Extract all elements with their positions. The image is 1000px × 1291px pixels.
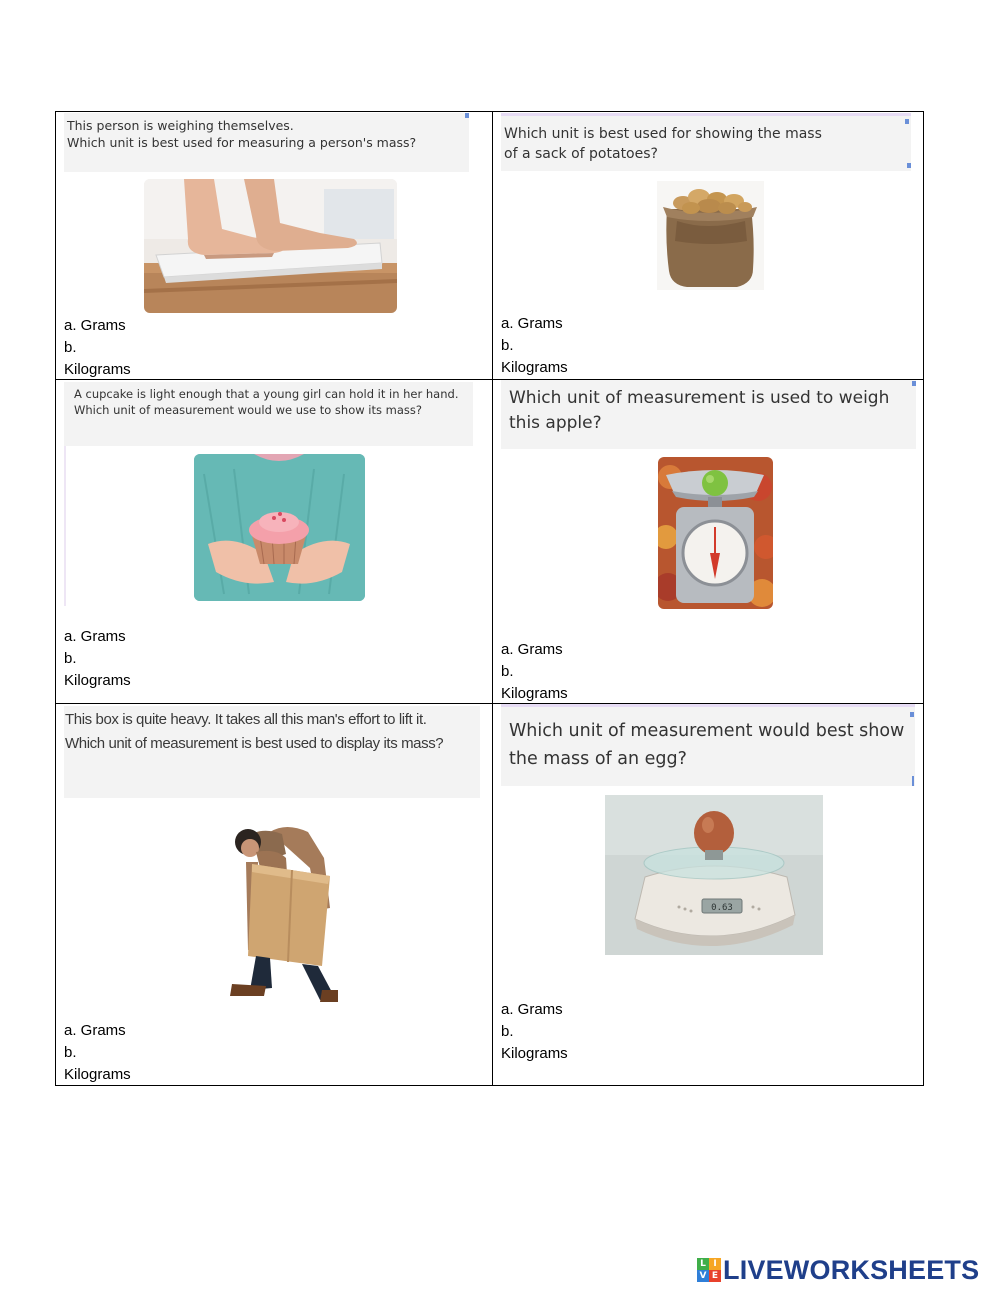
answer-option-a[interactable]: a. Grams — [501, 315, 563, 332]
speaker-icon — [912, 381, 916, 386]
question-text-line: of a sack of potatoes? — [504, 146, 658, 162]
grid-top-border — [55, 111, 924, 112]
logo-letter-tile: I — [709, 1258, 721, 1270]
answer-options — [501, 999, 568, 1065]
logo-letter-tile: L — [697, 1258, 709, 1270]
answer-option-a[interactable]: a. Grams — [501, 641, 563, 658]
answer-options — [64, 626, 131, 692]
question-text-line: This box is quite heavy. It takes all this man's effort to lift it. — [65, 711, 427, 728]
answer-options — [64, 315, 131, 381]
logo-letter-tile: V — [697, 1270, 709, 1282]
question-box — [501, 113, 911, 171]
scroll-marker-icon — [907, 163, 911, 168]
question-box — [501, 704, 915, 786]
man-lifting-box-illustration — [226, 818, 342, 1018]
question-text-line: A cupcake is light enough that a young girl can hold it in her hand. — [74, 387, 459, 401]
question-text-line: Which unit of measurement is best used to display its mass? — [65, 735, 444, 752]
speaker-icon — [465, 113, 469, 118]
scroll-marker-icon — [912, 776, 914, 786]
liveworksheets-logo-icon — [697, 1258, 721, 1282]
answer-option-b[interactable]: b. Kilograms — [64, 650, 131, 689]
scale-display-readout: 0.63 — [711, 903, 733, 913]
answer-options — [501, 639, 568, 705]
speaker-icon — [905, 119, 909, 124]
answer-option-b[interactable]: b. Kilograms — [501, 337, 568, 376]
question-text-line: Which unit is best used for measuring a person's mass? — [67, 135, 417, 150]
egg-on-digital-scale-illustration — [605, 795, 823, 955]
potato-sack-photo — [657, 181, 764, 290]
apple-on-kitchen-scale-illustration — [658, 457, 773, 609]
egg-scale-photo — [605, 795, 823, 955]
question-text-line: This person is weighing themselves. — [67, 118, 294, 133]
answer-options — [501, 313, 568, 379]
answer-option-b[interactable]: b. Kilograms — [501, 663, 568, 702]
logo-letter-tile: E — [709, 1270, 721, 1282]
question-text-line: Which unit of measurement would we use to show its mass? — [74, 403, 422, 417]
logo-wordmark: LIVEWORKSHEETS — [723, 1254, 980, 1285]
grid-center-divider — [492, 111, 493, 1086]
question-text-line: Which unit is best used for showing the mass — [504, 126, 822, 142]
girl-holding-cupcake-illustration — [194, 454, 365, 601]
question-text-line: Which unit of measurement is used to weigh — [509, 388, 890, 408]
question-text-line: this apple? — [509, 413, 602, 433]
answer-option-a[interactable]: a. Grams — [64, 628, 126, 645]
grid-left-border — [55, 111, 56, 1086]
answer-option-b[interactable]: b. Kilograms — [64, 339, 131, 378]
feet-on-scale-illustration — [144, 179, 397, 313]
question-box — [64, 382, 473, 446]
liveworksheets-logo — [697, 1255, 979, 1285]
answer-options — [64, 1020, 131, 1086]
man-lifting-box-photo — [226, 818, 342, 1018]
card-left-accent — [64, 446, 66, 606]
question-box — [64, 706, 480, 798]
speaker-icon — [910, 712, 914, 717]
answer-option-a[interactable]: a. Grams — [64, 1022, 126, 1039]
question-text-line: Which unit of measurement would best show — [509, 721, 905, 741]
sack-of-potatoes-illustration — [657, 181, 764, 290]
bathroom-scale-photo — [144, 179, 397, 313]
question-box — [64, 113, 469, 172]
cupcake-photo — [194, 454, 365, 601]
question-box — [501, 380, 916, 449]
grid-bottom-border — [55, 1085, 924, 1086]
answer-option-a[interactable]: a. Grams — [501, 1001, 563, 1018]
grid-right-border — [923, 111, 924, 1086]
answer-option-b[interactable]: b. Kilograms — [64, 1044, 131, 1083]
question-text-line: the mass of an egg? — [509, 749, 687, 769]
apple-scale-photo — [658, 457, 773, 609]
answer-option-b[interactable]: b. Kilograms — [501, 1023, 568, 1062]
answer-option-a[interactable]: a. Grams — [64, 317, 126, 334]
